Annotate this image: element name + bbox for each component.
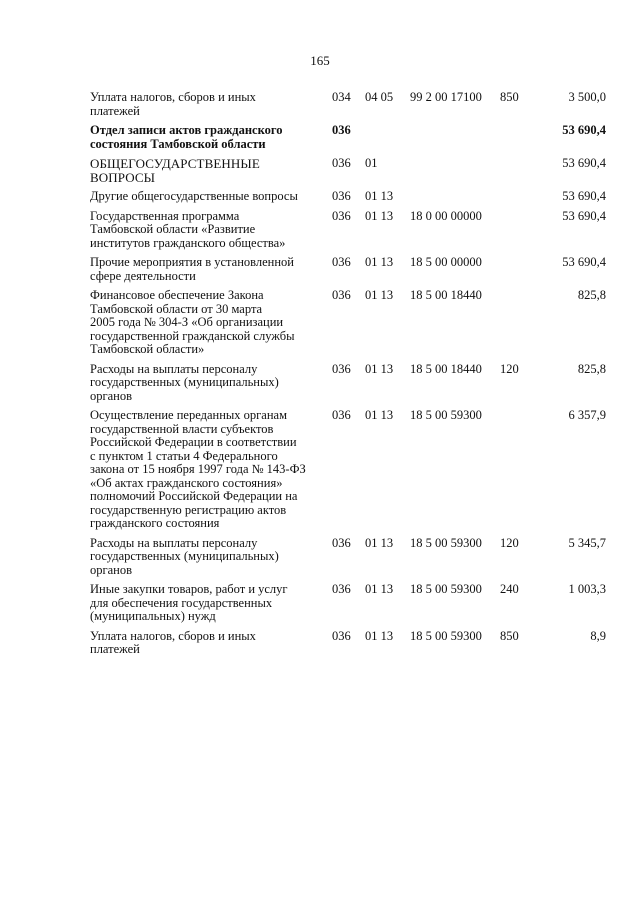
- target-article-code: 18 5 00 18440: [410, 361, 482, 376]
- amount: 53 690,4: [562, 123, 606, 137]
- amount: 8,9: [590, 628, 606, 643]
- row-name: ОБЩЕГОСУДАРСТВЕННЫЕ ВОПРОСЫ: [90, 156, 260, 185]
- row-name: Уплата налогов, сборов и иных платежей: [90, 628, 256, 656]
- row-name: Отдел записи актов гражданского состояния Тамбовской области: [90, 123, 283, 151]
- row-name: Расходы на выплаты персоналу государственных (муниципальных) органов: [90, 361, 279, 403]
- row-name: Расходы на выплаты персоналу государственных (муниципальных) органов: [90, 535, 279, 577]
- row-name: Иные закупки товаров, работ и услуг для обеспечения государственных (муниципальных) нужд: [90, 582, 288, 623]
- amount: 5 345,7: [568, 535, 606, 550]
- table-row: [90, 124, 606, 151]
- admin-code: 036: [332, 123, 351, 137]
- table-row: [90, 91, 606, 118]
- section-code: 01: [365, 156, 378, 170]
- target-article-code: 18 5 00 59300: [410, 535, 482, 550]
- table-row: [90, 289, 606, 357]
- table-row: [90, 409, 606, 531]
- amount: 3 500,0: [568, 90, 606, 104]
- section-code: 01 13: [365, 582, 394, 596]
- amount: 1 003,3: [568, 582, 606, 596]
- row-name: Прочие мероприятия в установленной сфере деятельности: [90, 255, 294, 283]
- section-code: 01 13: [365, 208, 394, 223]
- admin-code: 034: [332, 90, 351, 104]
- row-name: Уплата налогов, сборов и иных платежей: [90, 90, 256, 118]
- section-code: 01 13: [365, 255, 394, 269]
- target-article-code: 18 5 00 00000: [410, 255, 482, 269]
- amount: 825,8: [577, 288, 606, 302]
- row-name: Финансовое обеспечение Закона Тамбовской области от 30 марта 2005 года № 304-З «Об организации государственной гражданской службы Тамбовской области»: [90, 288, 295, 356]
- admin-code: 036: [332, 361, 351, 376]
- section-code: 01 13: [365, 189, 394, 203]
- row-name: Другие общегосударственные вопросы: [90, 189, 298, 203]
- table-row: [90, 630, 606, 657]
- admin-code: 036: [332, 535, 351, 550]
- amount: 6 357,9: [568, 408, 606, 422]
- amount: 53 690,4: [562, 156, 606, 170]
- table-row: [90, 256, 606, 283]
- admin-code: 036: [332, 628, 351, 643]
- target-article-code: 18 5 00 59300: [410, 582, 482, 596]
- expense-type-code: 120: [500, 361, 519, 376]
- budget-table: [90, 91, 606, 663]
- amount: 825,8: [577, 361, 606, 376]
- section-code: 01 13: [365, 535, 394, 550]
- admin-code: 036: [332, 582, 351, 596]
- amount: 53 690,4: [562, 255, 606, 269]
- table-row: [90, 210, 606, 251]
- expense-type-code: 850: [500, 628, 519, 643]
- table-row: [90, 583, 606, 624]
- admin-code: 036: [332, 156, 351, 170]
- admin-code: 036: [332, 288, 351, 302]
- amount: 53 690,4: [562, 189, 606, 203]
- page-number: 165: [310, 53, 330, 68]
- expense-type-code: 120: [500, 535, 519, 550]
- admin-code: 036: [332, 189, 351, 203]
- admin-code: 036: [332, 255, 351, 269]
- admin-code: 036: [332, 208, 351, 223]
- table-row: [90, 363, 606, 404]
- target-article-code: 18 5 00 59300: [410, 408, 482, 422]
- table-row: [90, 190, 606, 204]
- target-article-code: 18 0 00 00000: [410, 208, 482, 223]
- target-article-code: 18 5 00 59300: [410, 628, 482, 643]
- target-article-code: 99 2 00 17100: [410, 90, 482, 104]
- section-code: 01 13: [365, 361, 394, 376]
- row-name: Осуществление переданных органам государственной власти субъектов Российской Федерации в соответствии с пунктом 1 статьи 4 Федерального закона от 15 ноября 1997 года № 143-ФЗ «Об актах гражданского состояния» полномочий Российской Федерации на государственную регистрацию актов гражданского состояния: [90, 408, 306, 530]
- expense-type-code: 240: [500, 582, 519, 596]
- expense-type-code: 850: [500, 90, 519, 104]
- section-code: 01 13: [365, 628, 394, 643]
- section-code: 04 05: [365, 90, 394, 104]
- table-row: [90, 157, 606, 184]
- admin-code: 036: [332, 408, 351, 422]
- section-code: 01 13: [365, 288, 394, 302]
- table-row: [90, 537, 606, 578]
- amount: 53 690,4: [562, 208, 606, 223]
- row-name: Государственная программа Тамбовской области «Развитие институтов гражданского общества»: [90, 208, 286, 250]
- target-article-code: 18 5 00 18440: [410, 288, 482, 302]
- section-code: 01 13: [365, 408, 394, 422]
